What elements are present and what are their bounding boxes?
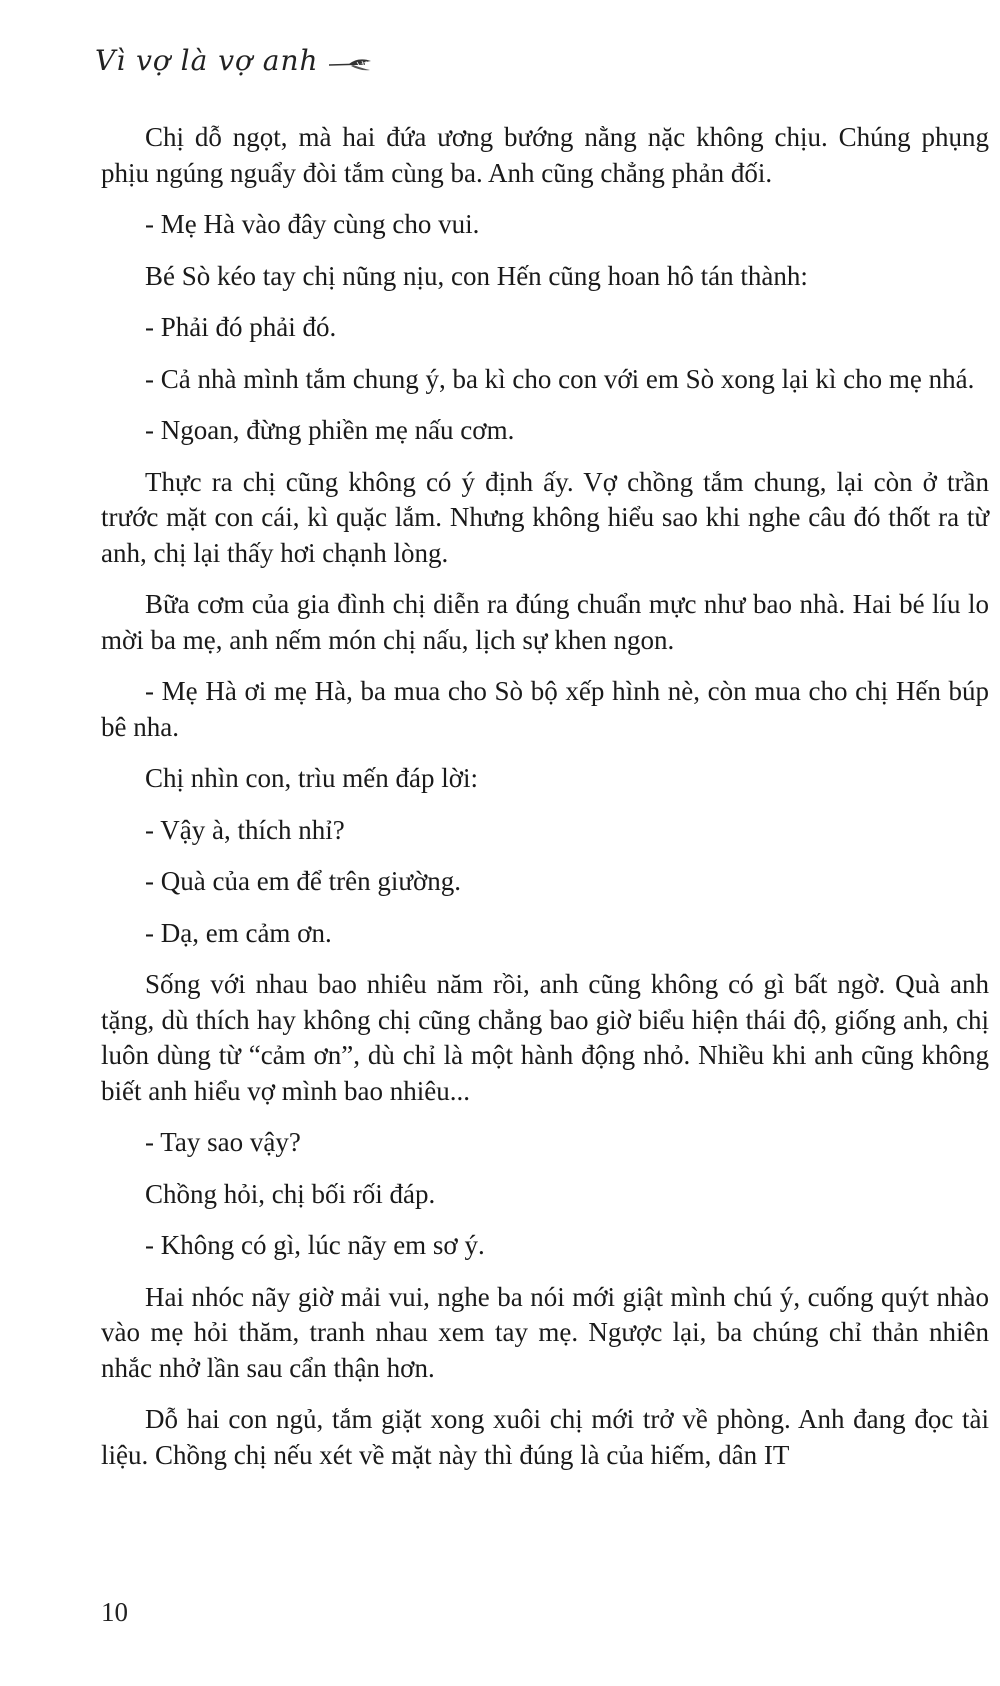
running-title: Vì vợ là vợ anh — [95, 44, 319, 77]
running-head — [95, 44, 373, 77]
paragraph: Bé Sò kéo tay chị nũng nịu, con Hến cũng hoan hô tán thành: — [145, 260, 808, 291]
paragraph: Sống với nhau bao nhiêu năm rồi, anh cũng không có gì bất ngờ. Quà anh tặng, dù thích hay không chị cũng chẳng bao giờ biểu hiện thái độ, giống anh, chị luôn dùng từ “cảm ơn”, dù chỉ là một hành động nhỏ. Nhiều khi anh cũng không biết anh hiểu vợ mình bao nhiêu... — [101, 969, 989, 1106]
paragraph: - Ngoan, đừng phiền mẹ nấu cơm. — [145, 415, 515, 445]
paragraph: Thực ra chị cũng không có ý định ấy. Vợ chồng tắm chung, lại còn ở trần trước mặt con cái, kì quặc lắm. Nhưng không hiểu sao khi nghe câu đó thốt ra từ anh, chị lại thấy hơi chạnh lòng. — [101, 466, 989, 568]
paragraph: - Mẹ Hà vào đây cùng cho vui. — [145, 209, 480, 239]
paragraph: - Tay sao vậy? — [145, 1127, 301, 1157]
paragraph: - Vậy à, thích nhỉ? — [145, 814, 345, 845]
paragraph: - Cả nhà mình tắm chung ý, ba kì cho con với em Sò xong lại kì cho mẹ nhá. — [145, 363, 975, 394]
paragraph: - Quà của em để trên giường. — [145, 866, 462, 896]
page-number: 10 — [101, 1597, 128, 1627]
paragraph: Chị dỗ ngọt, mà hai đứa ương bướng nằng nặc không chịu. Chúng phụng phịu ngúng nguẩy đòi tắm cùng ba. Anh cũng chẳng phản đối. — [101, 122, 989, 188]
paragraph: - Dạ, em cảm ơn. — [145, 917, 332, 948]
paragraph: Dỗ hai con ngủ, tắm giặt xong xuôi chị mới trở về phòng. Anh đang đọc tài liệu. Chồng chị nếu xét về mặt này thì đúng là của hiếm, dân IT — [101, 1404, 989, 1470]
paragraph: - Mẹ Hà ơi mẹ Hà, ba mua cho Sò bộ xếp hình nè, còn mua cho chị Hến búp bê nha. — [101, 676, 989, 742]
paragraph: - Phải đó phải đó. — [145, 312, 337, 342]
paragraph: Chồng hỏi, chị bối rối đáp. — [145, 1178, 436, 1209]
paragraph: Bữa cơm của gia đình chị diễn ra đúng chuẩn mực như bao nhà. Hai bé líu lo mời ba mẹ, anh nếm món chị nấu, lịch sự khen ngon. — [101, 589, 989, 655]
quill-ornament-icon — [327, 55, 373, 75]
paragraph: - Không có gì, lúc nãy em sơ ý. — [145, 1230, 485, 1260]
paragraph: Chị nhìn con, trìu mến đáp lời: — [145, 763, 478, 793]
paragraph: Hai nhóc nãy giờ mải vui, nghe ba nói mới giật mình chú ý, cuống quýt nhào vào mẹ hỏi thăm, tranh nhau xem tay mẹ. Ngược lại, ba chúng chỉ thản nhiên nhắc nhở lần sau cẩn thận hơn. — [101, 1281, 989, 1383]
body-text — [101, 120, 989, 1473]
